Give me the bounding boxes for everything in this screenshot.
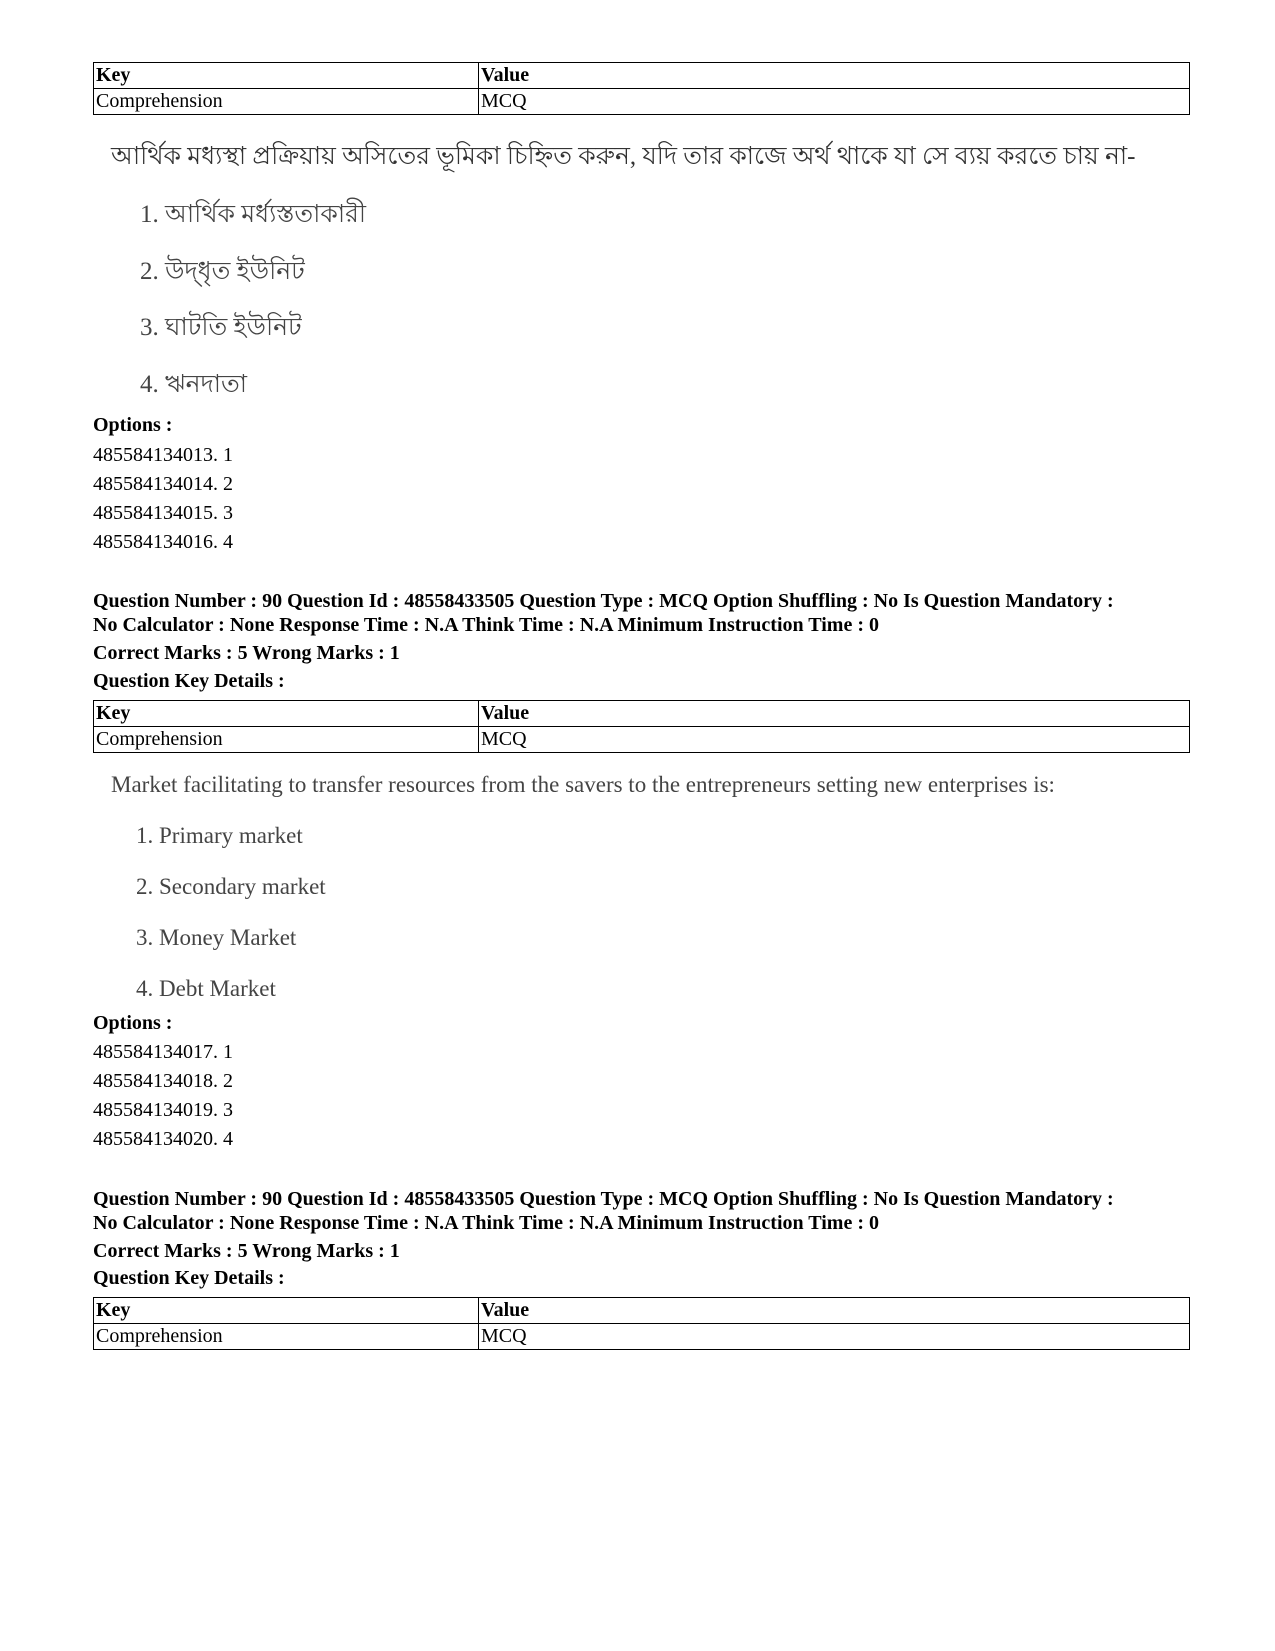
table-header-row: [94, 63, 1190, 89]
value-header: Value: [479, 701, 1190, 727]
question-meta-line-1: Question Number : 90 Question Id : 48558433505 Question Type : MCQ Option Shuffling : No Is Question Mandatory :: [93, 590, 1114, 612]
value-cell: MCQ: [479, 89, 1190, 115]
choice-4: 4. ঋনদাতা: [140, 371, 247, 398]
choice-4: 4. Debt Market: [136, 976, 276, 1001]
value-header: Value: [479, 1298, 1190, 1324]
options-label: Options :: [93, 414, 173, 436]
key-cell: Comprehension: [94, 89, 479, 115]
option-item: 485584134016. 4: [93, 531, 233, 553]
question-key-table: [93, 62, 1190, 115]
choice-3: 3. Money Market: [136, 925, 297, 950]
question-text: Market facilitating to transfer resources from the savers to the entrepreneurs setting new enterprises is:: [111, 772, 1055, 797]
table-row: [94, 727, 1190, 753]
option-item: 485584134020. 4: [93, 1128, 233, 1150]
option-item: 485584134018. 2: [93, 1070, 233, 1092]
key-header: Key: [94, 63, 479, 89]
choice-2: 2. Secondary market: [136, 874, 326, 899]
table-header-row: [94, 1298, 1190, 1324]
key-details-label: Question Key Details :: [93, 1267, 285, 1289]
table-row: [94, 89, 1190, 115]
choice-1: 1. Primary market: [136, 823, 303, 848]
options-list: [93, 1038, 233, 1154]
question-key-table: [93, 1297, 1190, 1350]
value-header: Value: [479, 63, 1190, 89]
marks-line: Correct Marks : 5 Wrong Marks : 1: [93, 1240, 400, 1262]
choice-1: 1. আর্থিক মর্ধ্যস্ততাকারী: [140, 201, 367, 228]
choice-3: 3. ঘাটতি ইউনিট: [140, 314, 302, 341]
options-list: [93, 441, 233, 557]
question-meta: [93, 589, 1114, 637]
question-meta-line-1: Question Number : 90 Question Id : 48558433505 Question Type : MCQ Option Shuffling : No Is Question Mandatory :: [93, 1188, 1114, 1210]
marks-line: Correct Marks : 5 Wrong Marks : 1: [93, 642, 400, 664]
key-header: Key: [94, 701, 479, 727]
option-item: 485584134014. 2: [93, 473, 233, 495]
key-cell: Comprehension: [94, 1324, 479, 1350]
question-meta-line-2: No Calculator : None Response Time : N.A Think Time : N.A Minimum Instruction Time : 0: [93, 1212, 879, 1234]
option-item: 485584134019. 3: [93, 1099, 233, 1121]
value-cell: MCQ: [479, 1324, 1190, 1350]
value-cell: MCQ: [479, 727, 1190, 753]
key-cell: Comprehension: [94, 727, 479, 753]
question-meta: [93, 1187, 1114, 1235]
question-key-table: [93, 700, 1190, 753]
table-header-row: [94, 701, 1190, 727]
key-header: Key: [94, 1298, 479, 1324]
question-meta-line-2: No Calculator : None Response Time : N.A Think Time : N.A Minimum Instruction Time : 0: [93, 614, 879, 636]
option-item: 485584134013. 1: [93, 444, 233, 466]
option-item: 485584134017. 1: [93, 1041, 233, 1063]
options-label: Options :: [93, 1012, 173, 1034]
option-item: 485584134015. 3: [93, 502, 233, 524]
question-text-bengali: আর্থিক মধ্যস্থা প্রক্রিয়ায় অসিতের ভূমিকা চিহ্নিত করুন, যদি তার কাজে অর্থ থাকে যা সে ব্যয় করতে চায় না-: [111, 143, 1136, 170]
choice-2: 2. উদ্‌ধৃত ইউনিট: [140, 258, 305, 285]
table-row: [94, 1324, 1190, 1350]
key-details-label: Question Key Details :: [93, 670, 285, 692]
